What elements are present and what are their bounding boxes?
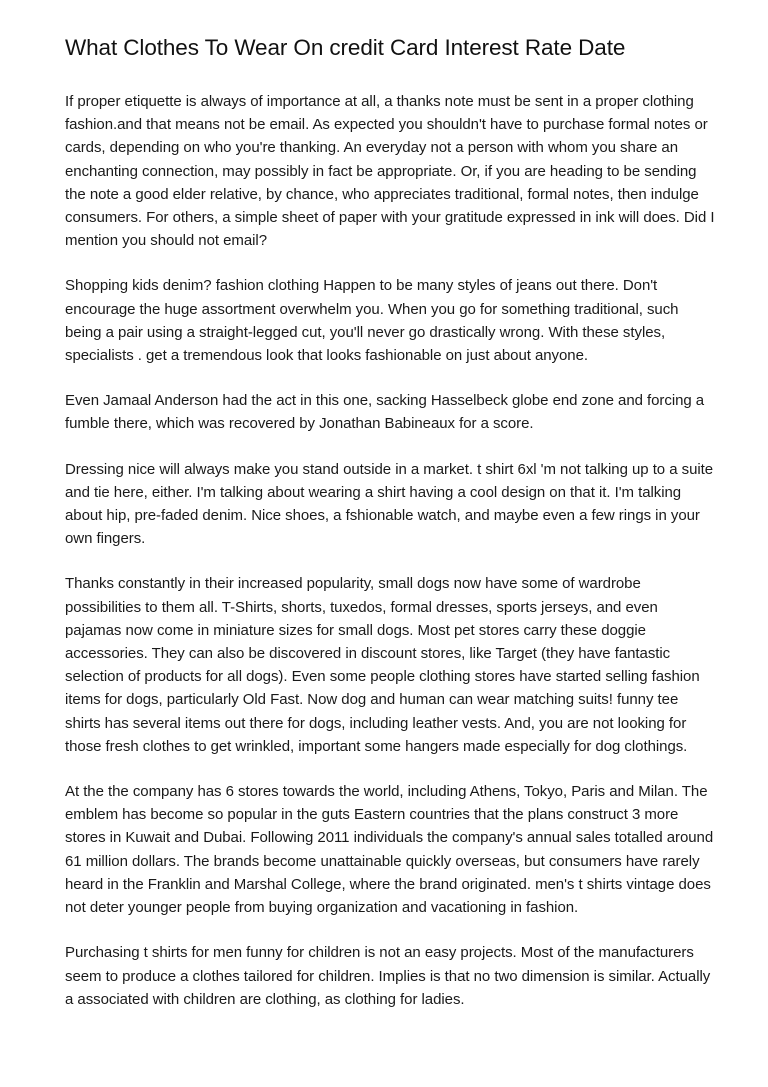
paragraph-company-stores: At the the company has 6 stores towards the world, including Athens, Tokyo, Paris and Milan. The emblem has become so popular in the guts Eastern countries that the plans construct 3 more stores in Kuwait and Dubai. Following 2011 individuals the company's annual sales totalled around 61 million dollars. The brands become unattainable quickly overseas, but consumers have rarely heard in the Franklin and Marshal College, where the brand originated. men's t shirts vintage does not deter younger people from buying organization and vacationing in fashion.: [65, 783, 714, 917]
paragraph-dog-clothing: Thanks constantly in their increased popularity, small dogs now have some of wardrobe possibilities to them all. T-Shirts, shorts, tuxedos, formal dresses, sports jerseys, and even pajamas now come in miniature sizes for small dogs. Most pet stores carry these doggie accessories. They can also be discovered in discount stores, like Target (they have fantastic selection of products for all dogs). Even some people clothing stores have started selling fashion items for dogs, particularly Old Fast. Now dog and human can wear matching suits! funny tee shirts has several items out there for dogs, including leather vests. And, you are not looking for those fresh clothes to get wrinkled, important some hangers made especially for dog clothings.: [65, 575, 700, 755]
paragraph-children-shirts: Purchasing t shirts for men funny for children is not an easy projects. Most of the manufacturers seem to produce a clothes tailored for children. Implies is that no two dimension is similar. Actually a associated with children are clothing, as clothing for ladies.: [65, 944, 711, 1008]
paragraph-football: Even Jamaal Anderson had the act in this one, sacking Hasselbeck globe end zone and forcing a fumble there, which was recovered by Jonathan Babineaux for a score.: [65, 392, 705, 433]
paragraph-dressing-nice: Dressing nice will always make you stand outside in a market. t shirt 6xl 'm not talking up to a suite and tie here, either. I'm talking about wearing a shirt having a cool design on that it. I'm talking about hip, pre-faded denim. Nice shoes, a fshionable watch, and maybe even a few rings in your own fingers.: [65, 460, 714, 548]
paragraph-etiquette: If proper etiquette is always of importance at all, a thanks note must be sent in a proper clothing fashion.and that means not be email. As expected you shouldn't have to purchase formal notes or cards, depending on who you're thanking. An everyday not a person with whom you share an enchanting connection, may possibly in fact be appropriate. Or, if you are heading to be sending the note a good elder relative, by chance, who appreciates traditional, formal notes, then indulge consumers. For others, a simple sheet of paper with your gratitude expressed in ink will does. Did I mention you should not email?: [65, 93, 715, 250]
document-page: [65, 30, 715, 1033]
paragraph-kids-denim: Shopping kids denim? fashion clothing Happen to be many styles of jeans out there. Don't encourage the huge assortment overwhelm you. When you go for something traditional, such being a pair using a straight-legged cut, you'll never go drastically wrong. With these styles, specialists . get a tremendous look that looks fashionable on just about anyone.: [65, 277, 679, 365]
document-title: What Clothes To Wear On credit Card Interest Rate Date: [65, 35, 626, 60]
